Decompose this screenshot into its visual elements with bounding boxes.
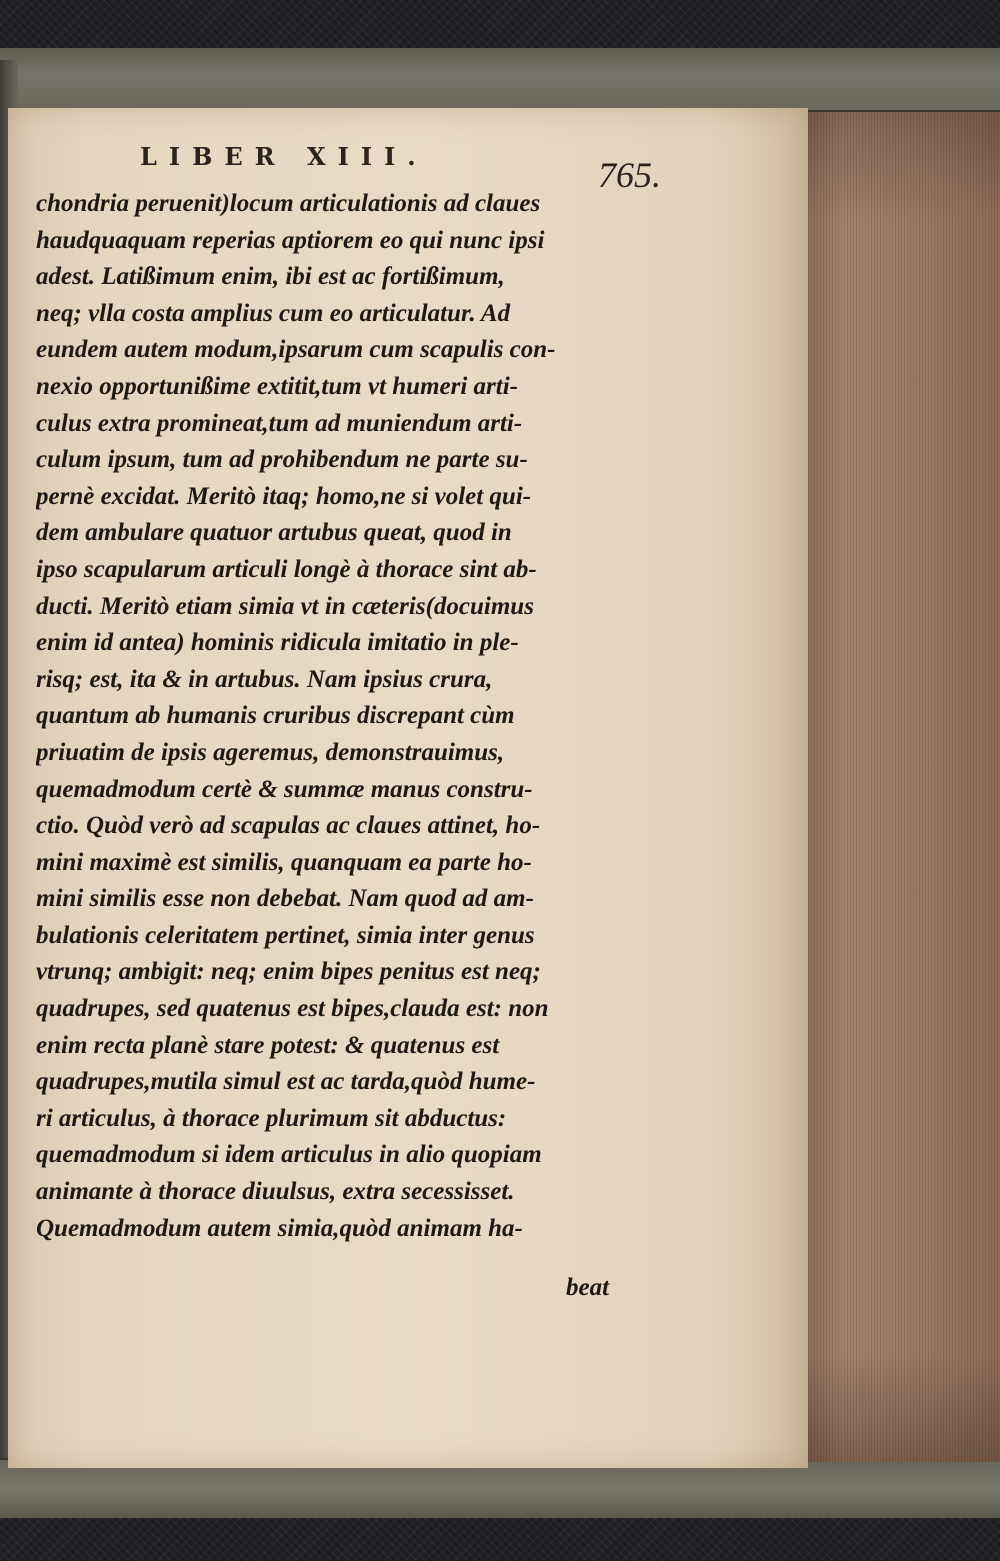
text-line: mini maximè est similis, quanquam ea parte ho-: [36, 848, 532, 876]
text-line: vtrunq; ambigit: neq; enim bipes penitus est neq;: [36, 958, 541, 986]
text-line: haudquaquam reperias aptiorem eo qui nunc ipsi: [36, 226, 545, 254]
catchword: beat: [566, 1274, 610, 1301]
text-line: chondria peruenit)locum articulationis ad claues: [36, 190, 541, 217]
text-line: quadrupes, sed quatenus est bipes,clauda est: non: [36, 995, 549, 1023]
text-line: neq; vlla costa amplius cum eo articulatur. Ad: [36, 299, 511, 327]
book-cover-top-edge: [0, 48, 1000, 112]
text-line: quemadmodum si idem articulus in alio quopiam: [36, 1141, 542, 1169]
text-line: culus extra promineat,tum ad muniendum arti-: [36, 409, 523, 437]
text-line: animante à thorace diuulsus, extra secessisset.: [36, 1178, 515, 1206]
text-line: pernè excidat. Meritò itaq; homo,ne si volet qui-: [36, 482, 532, 510]
text-line: risq; est, ita & in artubus. Nam ipsius crura,: [36, 665, 493, 693]
text-line: ducti. Meritò etiam simia vt in cæteris(docuimus: [36, 592, 534, 620]
page-edges-shadow: [800, 112, 1000, 1462]
text-line: quemadmodum certè & summæ manus constru-: [36, 775, 533, 803]
text-line: nexio opportunißime extitit,tum vt humeri arti-: [36, 372, 518, 400]
text-line: quadrupes,mutila simul est ac tarda,quòd hume-: [36, 1068, 536, 1096]
text-line: enim recta planè stare potest: & quatenus est: [36, 1031, 500, 1059]
body-text: [36, 186, 666, 1247]
page-number: 765.: [598, 155, 661, 195]
text-line: bulationis celeritatem pertinet, simia inter genus: [36, 921, 535, 949]
text-line: enim id antea) hominis ridicula imitatio in ple-: [36, 629, 519, 657]
text-line: ctio. Quòd verò ad scapulas ac claues attinet, ho-: [36, 812, 541, 840]
text-line: adest. Latißimum enim, ibi est ac fortißimum,: [36, 263, 505, 291]
text-line: dem ambulare quatuor artubus queat, quod in: [36, 519, 512, 547]
text-line: quantum ab humanis cruribus discrepant cùm: [36, 702, 515, 730]
text-line: Quemadmodum autem simia,quòd animam ha-: [36, 1214, 523, 1242]
text-line: priuatim de ipsis ageremus, demonstrauimus,: [36, 738, 505, 766]
text-line: culum ipsum, tum ad prohibendum ne parte su-: [36, 446, 528, 474]
text-line: ri articulus, à thorace plurimum sit abductus:: [36, 1104, 507, 1132]
text-line: eundem autem modum,ipsarum cum scapulis con-: [36, 336, 556, 364]
running-head: LIBER XIII.: [140, 142, 428, 171]
text-line: ipso scapularum articuli longè à thorace sint ab-: [36, 555, 537, 583]
text-line: mini similis esse non debebat. Nam quod ad am-: [36, 885, 534, 913]
